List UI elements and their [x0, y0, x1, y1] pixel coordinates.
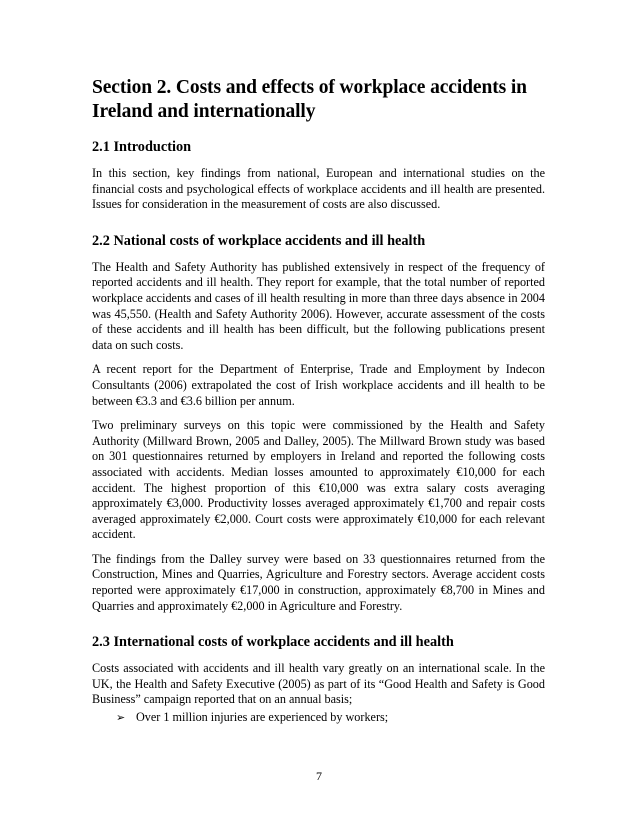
national-paragraph-2: A recent report for the Department of Enterprise, Trade and Employment by Indecon Consultants (2006) extrapolated the cost of Irish workplace accidents and ill health to be between €3.3 and €3.6 billion per annum. — [92, 362, 545, 408]
spacer — [92, 623, 545, 633]
national-costs-heading: 2.2 National costs of workplace accidents and ill health — [92, 232, 426, 249]
list-item — [92, 710, 545, 726]
national-paragraph-4: The findings from the Dalley survey were based on 33 questionnaires returned from the Construction, Mines and Quarries, Agriculture and Forestry sectors. Average accident costs reported were approximately €17,000 in construction, approximately €8,700 in Mines and Quarries and approximately €2,000 in Agriculture and Forestry. — [92, 551, 545, 613]
document-page — [92, 76, 545, 726]
bullet-list — [92, 710, 545, 726]
intro-heading: 2.1 Introduction — [92, 139, 192, 155]
spacer — [92, 222, 545, 232]
section-title: Section 2. Costs and effects of workplace accidents in Ireland and internationally — [92, 77, 527, 122]
page-number: 7 — [316, 769, 322, 783]
national-paragraph-3: Two preliminary surveys on this topic were commissioned by the Health and Safety Authority (Millward Brown, 2005 and Dalley, 2005). The Millward Brown study was based on 301 questionnaires returned by employers in Ireland and reported the following costs associated with accidents. Median losses amounted to approximately €10,000 for each accident. The highest proportion of this €10,000 was extra salary costs averaging approximately €3,000. Productivity losses averaged approximately €1,700 and repair costs averaged approximately €2,000. Court costs were approximately €10,000 for each relevant accident. — [92, 418, 545, 542]
international-paragraph: Costs associated with accidents and ill health vary greatly on an international scale. In the UK, the Health and Safety Executive (2005) as part of its “Good Health and Safety is Good Business” campaign reported that on an annual basis; — [92, 661, 545, 707]
intro-paragraph: In this section, key findings from national, European and international studies on the financial costs and psychological effects of workplace accidents and ill health are presented. Issues for consideration in the measurement of costs are also discussed. — [92, 166, 545, 212]
national-paragraph-1: The Health and Safety Authority has published extensively in respect of the frequency of reported accidents and ill health. They report for example, that the total number of reported workplace accidents and cases of ill health resulting in more than three days absence in 2004 was 45,550. (Health and Safety Authority 2006). However, accurate assessment of the costs of these accidents and ill health has been difficult, but the following publications present data on such costs. — [92, 259, 545, 352]
bullet-text: Over 1 million injuries are experienced by workers; — [136, 710, 389, 725]
arrowhead-bullet-icon: ➢ — [116, 711, 126, 725]
international-costs-heading: 2.3 International costs of workplace accidents and ill health — [92, 634, 454, 651]
